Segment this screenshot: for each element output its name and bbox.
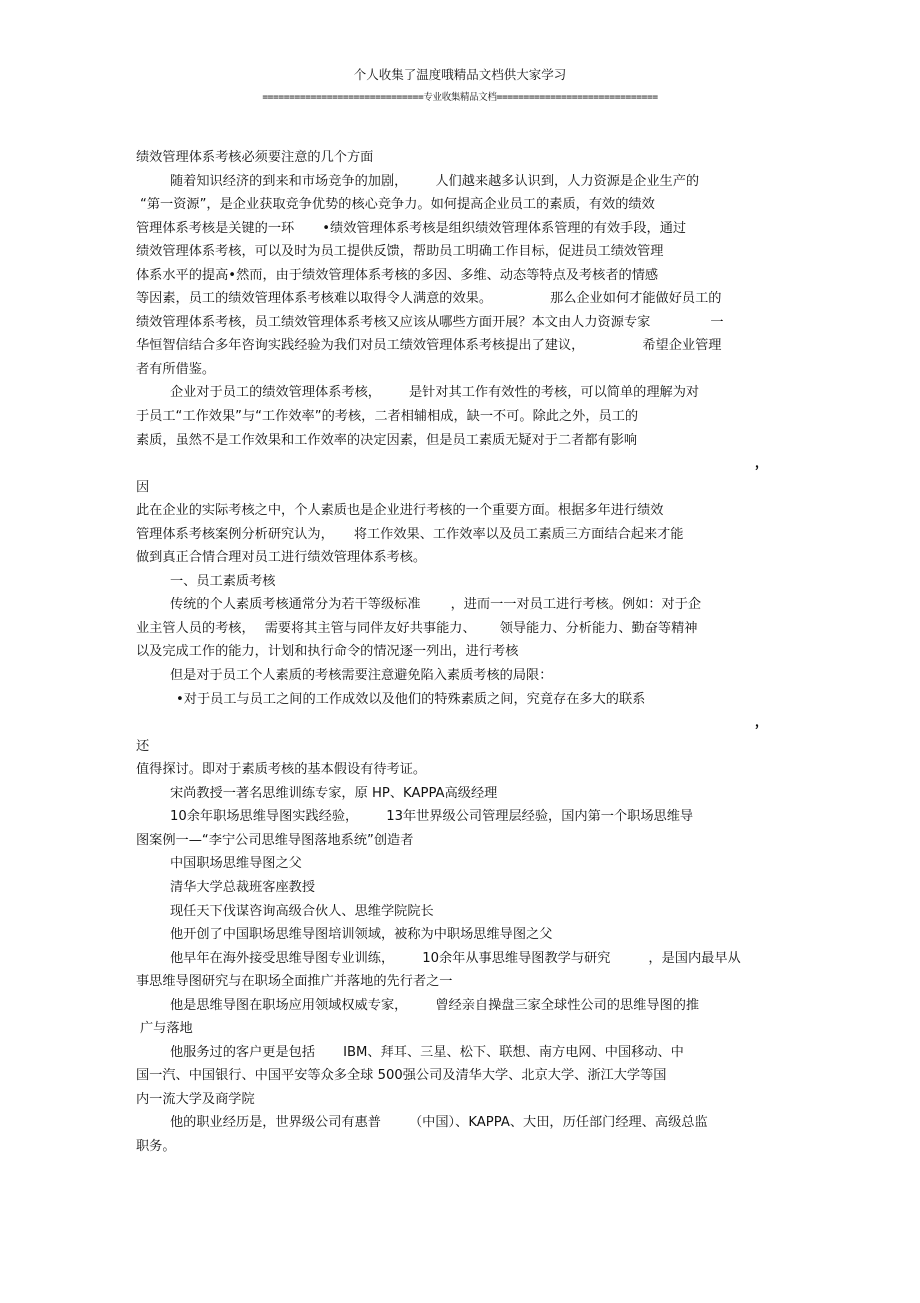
text-line: 体系水平的提高•然而，由于绩效管理体系考核的多因、多维、动态等特点及考核者的情感 [136, 267, 659, 283]
text-line: 此在企业的实际考核之中，个人素质也是企业进行考核的一个重要方面。根据多年进行绩效 [136, 503, 664, 519]
text-line: 他服务过的客户更是包括 IBM、拜耳、三星、松下、联想、南方电网、中国移动、中 [170, 1044, 684, 1060]
text-line: 业主管人员的考核， 需要将其主管与同伴友好共事能力、 领导能力、分析能力、勤奋等精神 [136, 620, 698, 636]
text-line: 图案例一—“李宁公司思维导图落地系统”创造者 [136, 832, 414, 848]
document-title: 绩效管理体系考核必须要注意的几个方面 [136, 150, 374, 165]
stray-comma: ， [754, 456, 768, 472]
text-line: 绩效管理体系考核，可以及时为员工提供反馈，帮助员工明确工作目标，促进员工绩效管理 [136, 244, 664, 260]
text-line: 值得探讨。即对于素质考核的基本假设有待考证。 [136, 762, 427, 778]
document-body [136, 146, 796, 1159]
text-line: 素质，虽然不是工作效果和工作效率的决定因素，但是员工素质无疑对于二者都有影响 [136, 432, 638, 448]
text-line: 他开创了中国职场思维导图培训领域，被称为中职场思维导图之父 [170, 927, 553, 943]
text-line: 现任天下伐谋咨询高级合伙人、思维学院院长 [170, 903, 434, 919]
text-line: 企业对于员工的绩效管理体系考核， 是针对其工作有效性的考核，可以简单的理解为对 [170, 385, 700, 401]
text-line: 做到真正合情合理对员工进行绩效管理体系考核。 [136, 550, 427, 566]
text-line: 但是对于员工个人素质的考核需要注意避免陷入素质考核的局限： [170, 668, 553, 684]
text-line: 中国职场思维导图之父 [170, 856, 302, 872]
stray-comma: ， [754, 715, 768, 731]
text-line: 职务。 [136, 1138, 176, 1154]
text-line: 他早年在海外接受思维导图专业训练， 10余年从事思维导图教学与研究 ，是国内最早从 [170, 950, 741, 966]
text-line: 者有所借鉴。 [136, 361, 216, 377]
text-line: 管理体系考核是关键的一环 •绩效管理体系考核是组织绩效管理体系管理的有效手段，通过 [136, 220, 687, 236]
text-line: 以及完成工作的能力，计划和执行命令的情况逐一列出，进行考核 [136, 644, 519, 660]
text-line: •对于员工与员工之间的工作成效以及他们的特殊素质之间，究竟存在多大的联系 [176, 691, 646, 707]
text-line: 随着知识经济的到来和市场竞争的加剧， 人们越来越多认识到，人力资源是企业生产的 [170, 173, 700, 189]
text-line: 于员工“工作效果”与“工作效率”的考核，二者相辅相成，缺一不可。除此之外，员工的 [136, 409, 639, 425]
text-line: 事思维导图研究与在职场全面推广并落地的先行者之一 [136, 974, 453, 990]
text-line: 绩效管理体系考核，员工绩效管理体系考核又应该从哪些方面开展？本文由人力资源专家 一 [136, 314, 724, 330]
text-line: 国一汽、中国银行、中国平安等众多全球 500强公司及清华大学、北京大学、浙江大学等国 [136, 1068, 667, 1084]
text-line: 10余年职场思维导图实践经验， 13年世界级公司管理层经验，国内第一个职场思维导 [170, 809, 694, 825]
text-line: “第一资源”，是企业获取竞争优势的核心竞争力。如何提高企业员工的素质，有效的绩效 [140, 197, 655, 213]
text-line: 广与落地 [140, 1021, 193, 1037]
header-line-2: ==============================专业收集精品文档============================== [262, 92, 658, 103]
text-line: 传统的个人素质考核通常分为若干等级标准 ，进而一一对员工进行考核。例如：对于企 [170, 597, 702, 613]
text-line: 等因素，员工的绩效管理体系考核难以取得令人满意的效果。 那么企业如何才能做好员工的 [136, 291, 722, 307]
text-line: 因 [136, 479, 150, 495]
text-line: 内一流大学及商学院 [136, 1091, 255, 1107]
text-line: 宋尚教授一著名思维训练专家，原 HP、KAPPA高级经理 [170, 785, 498, 801]
text-line: 清华大学总裁班客座教授 [170, 879, 316, 895]
section-heading: 一、员工素质考核 [170, 573, 276, 589]
text-line: 他是思维导图在职场应用领域权威专家， 曾经亲自操盘三家全球性公司的思维导图的推 [170, 997, 700, 1013]
text-line: 华恒智信结合多年咨询实践经验为我们对员工绩效管理体系考核提出了建议， 希望企业管理 [136, 338, 722, 354]
text-line: 他的职业经历是，世界级公司有惠普 （中国）、KAPPA、大田，历任部门经理、高级总监 [170, 1115, 708, 1131]
text-line: 还 [136, 738, 150, 754]
text-line: 管理体系考核案例分析研究认为， 将工作效果、工作效率以及员工素质三方面结合起来才能 [136, 526, 684, 542]
header-line-1: 个人收集了温度哦精品文档供大家学习 [353, 67, 567, 82]
